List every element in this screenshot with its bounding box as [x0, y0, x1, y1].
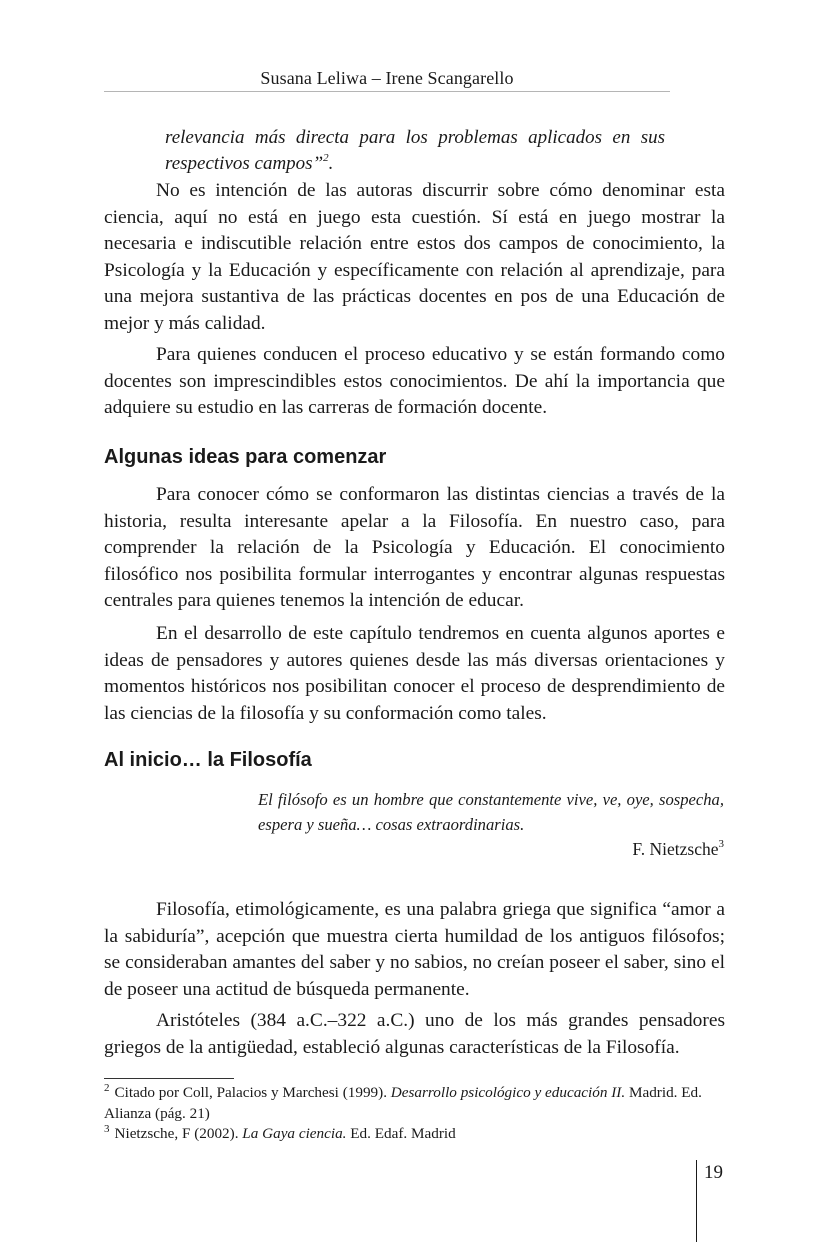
paragraph-2: Para quienes conducen el proceso educativo y se están formando como docentes son imprescindibles estos conocimientos. De ahí la importancia que adquiere su estudio en las carreras de formación docente.	[104, 344, 725, 419]
page-number: 19	[704, 1162, 723, 1183]
paragraph-3: Para conocer cómo se conformaron las distintas ciencias a través de la historia, resulta interesante apelar a la Filosofía. En nuestro caso, para comprender la relación de la Psicología y Educación. El conocimiento filosófico nos posibilita formular interrogantes y encontrar algunas respuestas centrales para quienes tenemos la intención de educar.	[104, 484, 725, 612]
epigraph-author	[500, 837, 724, 861]
footnote-3-title: La Gaya ciencia.	[242, 1125, 347, 1142]
epigraph-author-name: F. Nietzsche	[632, 839, 719, 859]
footnote-2-text-after: Madrid. Ed. Alianza (pág. 21)	[104, 1084, 702, 1122]
footnote-3-text-after: Ed. Edaf. Madrid	[346, 1125, 456, 1142]
footnote-2	[104, 1083, 725, 1124]
paragraph-1: No es intención de las autoras discurrir sobre cómo denominar esta ciencia, aquí no está en juego esta cuestión. Sí está en juego mostrar la necesaria e indiscutible relación entre estos dos campos de conocimiento, la Psicología y la Educación y específicamente con relación al aprendizaje, para una mejora sustantiva de las prácticas docentes en pos de una Educación de mejor y más calidad.	[104, 180, 725, 334]
footnote-ref-2[interactable]: 2	[323, 152, 329, 165]
epigraph-quote: El filósofo es un hombre que constantemente vive, ve, oye, sospecha, espera y sueña… cosas extraordinarias.	[258, 790, 724, 834]
footnote-3	[104, 1124, 725, 1145]
section-heading-al-inicio: Al inicio… la Filosofía	[104, 749, 312, 771]
paragraph-6: Aristóteles (384 a.C.–322 a.C.) uno de los más grandes pensadores griegos de la antigüedad, estableció algunas características de la Filosofía.	[104, 1010, 725, 1058]
quote-continuation-trailing: .	[328, 153, 334, 175]
footnote-2-title: Desarrollo psicológico y educación II.	[390, 1084, 626, 1101]
footnote-2-text-before: Citado por Coll, Palacios y Marchesi (1999).	[114, 1084, 391, 1101]
footnote-3-text-before: Nietzsche, F (2002).	[114, 1125, 243, 1142]
footnote-2-mark: 2	[104, 1081, 110, 1094]
footnote-divider	[104, 1078, 234, 1079]
page-number-divider	[696, 1160, 697, 1242]
quote-continuation-text: relevancia más directa para los problemas aplicados en sus respectivos campos”	[165, 127, 665, 175]
header-divider	[104, 91, 670, 92]
footnote-ref-3[interactable]: 3	[718, 838, 724, 851]
paragraph-4: En el desarrollo de este capítulo tendremos en cuenta algunos aportes e ideas de pensadores y autores quienes desde las más diversas orientaciones y momentos históricos nos posibilitan conocer el proceso de desprendimiento de las ciencias de la filosofía y su conformación como tales.	[104, 623, 725, 724]
paragraph-5: Filosofía, etimológicamente, es una palabra griega que significa “amor a la sabiduría”, acepción que muestra cierta humildad de los antiguos filósofos; se consideraban amantes del saber y no sabios, no creían poseer el saber, sino el de poseer una actitud de búsqueda permanente.	[104, 899, 725, 1000]
section-heading-algunas-ideas: Algunas ideas para comenzar	[104, 446, 387, 468]
quote-continuation	[165, 125, 665, 178]
footnote-3-mark: 3	[104, 1122, 110, 1135]
running-head: Susana Leliwa – Irene Scangarello	[260, 68, 514, 88]
